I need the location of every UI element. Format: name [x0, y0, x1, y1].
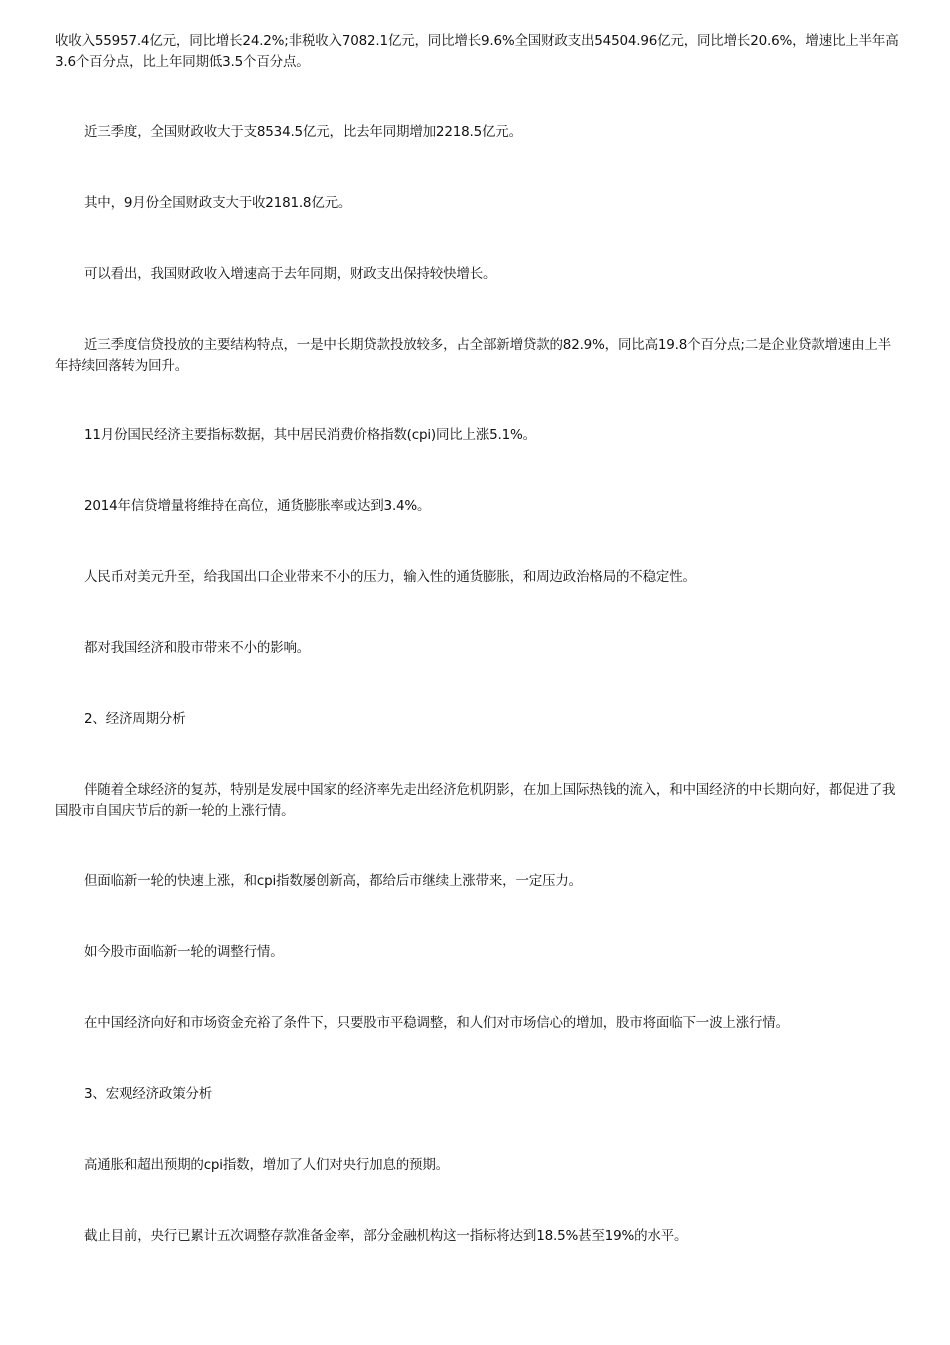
- paragraph-rate-hike: 高通胀和超出预期的cpi指数，增加了人们对央行加息的预期。: [84, 1157, 449, 1173]
- paragraph-recovery: 伴随着全球经济的复苏，特别是发展中国家的经济率先走出经济危机阴影，在加上国际热钱的流入，和中国经济的中长期向好，都促进了我国股市自国庆节后的新一轮的上涨行情。: [55, 782, 896, 819]
- section-heading-economic-cycle: 2、经济周期分析: [84, 711, 186, 727]
- paragraph-credit-2014: 2014年信贷增量将维持在高位，通货膨胀率或达到3.4%。: [84, 498, 431, 514]
- paragraph-outlook: 在中国经济向好和市场资金充裕了条件下，只要股市平稳调整，和人们对市场信心的增加，股市将面临下一波上涨行情。: [84, 1015, 789, 1031]
- paragraph-fiscal-revenue: 收收入55957.4亿元，同比增长24.2%;非税收入7082.1亿元，同比增长9.6%全国财政支出54504.96亿元，同比增长20.6%，增速比上半年高3.6个百分点，比上年同期低3.5个百分点。: [55, 33, 899, 70]
- paragraph-impact: 都对我国经济和股市带来不小的影响。: [84, 640, 311, 656]
- paragraph-fiscal-surplus: 近三季度，全国财政收大于支8534.5亿元，比去年同期增加2218.5亿元。: [84, 124, 522, 140]
- paragraph-cpi: 11月份国民经济主要指标数据，其中居民消费价格指数(cpi)同比上涨5.1%。: [84, 427, 536, 443]
- paragraph-reserve-ratio: 截止目前，央行已累计五次调整存款准备金率，部分金融机构这一指标将达到18.5%甚至19%的水平。: [84, 1228, 688, 1244]
- paragraph-revenue-growth: 可以看出，我国财政收入增速高于去年同期，财政支出保持较快增长。: [84, 266, 497, 282]
- paragraph-september: 其中，9月份全国财政支大于收2181.8亿元。: [84, 195, 352, 211]
- section-heading-macro-policy: 3、宏观经济政策分析: [84, 1086, 213, 1102]
- paragraph-adjustment: 如今股市面临新一轮的调整行情。: [84, 944, 284, 960]
- paragraph-rmb: 人民币对美元升至，给我国出口企业带来不小的压力，输入性的通货膨胀，和周边政治格局的不稳定性。: [84, 569, 696, 585]
- paragraph-credit-structure: 近三季度信贷投放的主要结构特点，一是中长期贷款投放较多，占全部新增贷款的82.9%，同比高19.8个百分点;二是企业贷款增速由上半年持续回落转为回升。: [55, 337, 891, 374]
- paragraph-pressure: 但面临新一轮的快速上涨，和cpi指数屡创新高，都给后市继续上涨带来，一定压力。: [84, 873, 582, 889]
